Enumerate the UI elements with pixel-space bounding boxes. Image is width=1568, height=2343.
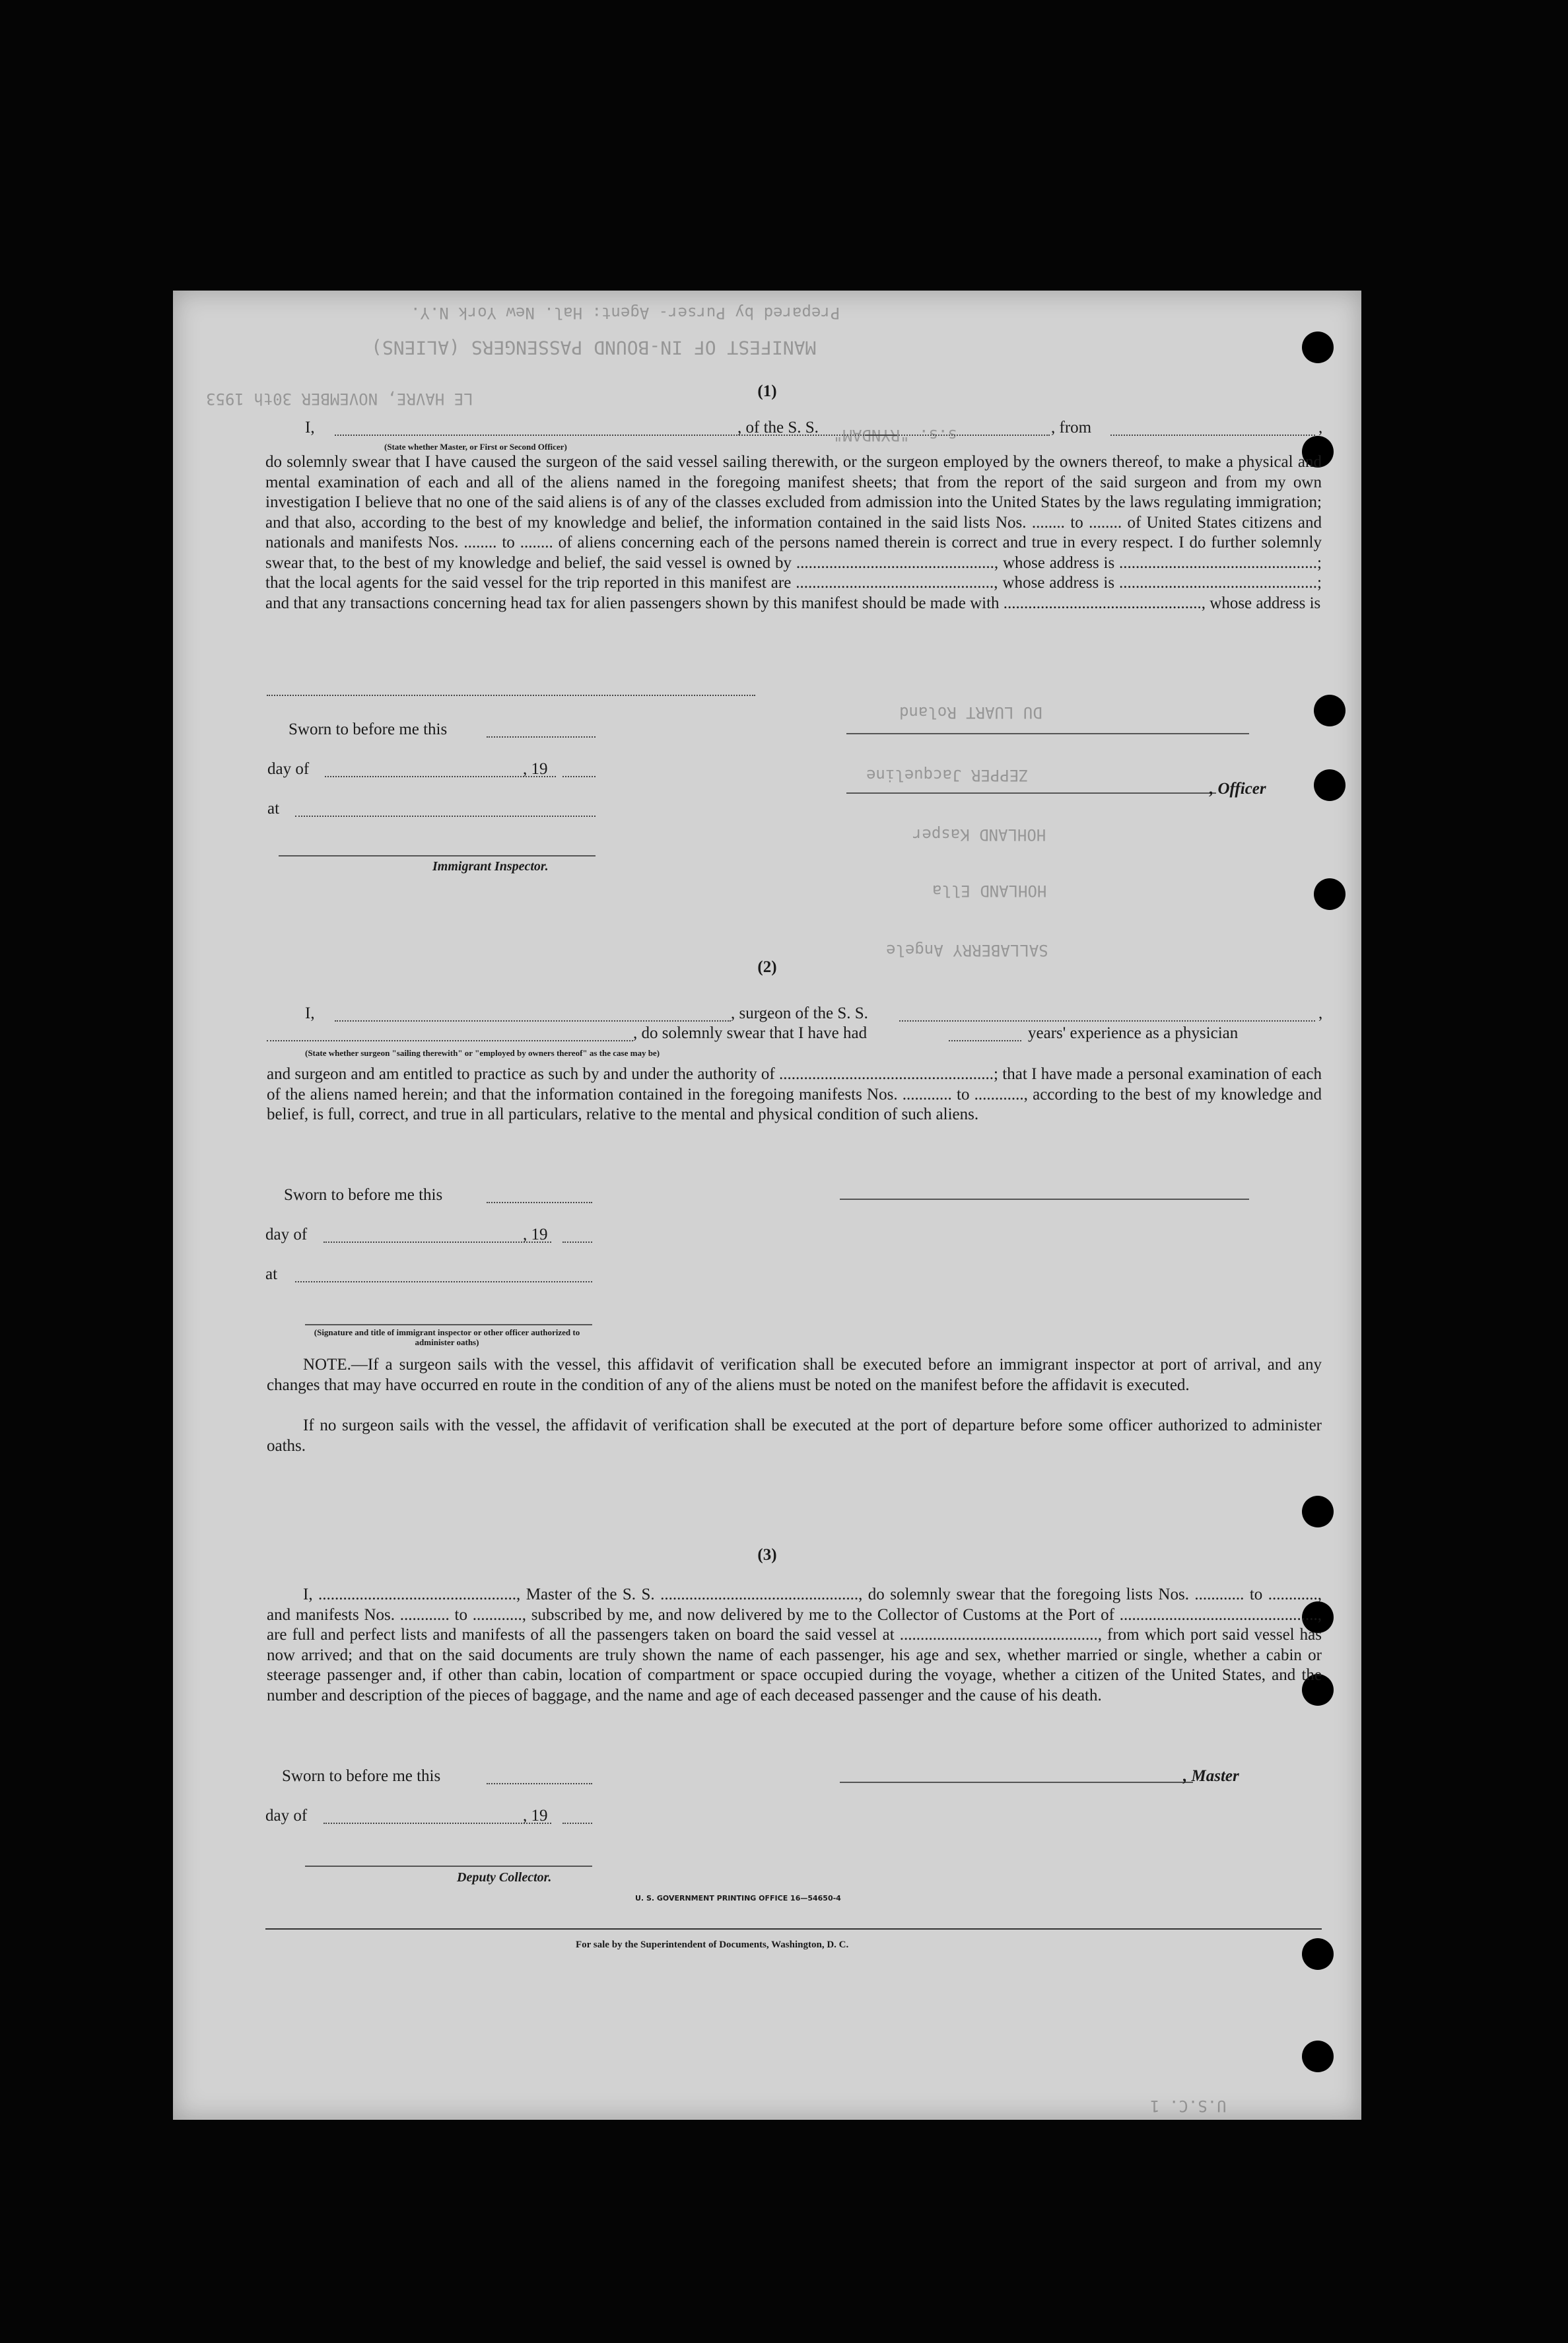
officer-signature-line (846, 733, 1249, 734)
year-field-line (562, 1823, 592, 1824)
oath-i: I, (305, 419, 315, 437)
day-of-label: day of (265, 1807, 308, 1825)
sworn-date-line (487, 736, 596, 738)
from-label: , from (1051, 419, 1092, 437)
master-label: , Master (1183, 1767, 1239, 1785)
at-field-line (295, 816, 596, 817)
section-number: (1) (757, 382, 777, 400)
bleed-through-line: HOHLAND Kasper (912, 825, 1046, 844)
year-field-line (562, 776, 596, 777)
inspector-label: Immigrant Inspector. (432, 859, 549, 874)
section1-paragraph: do solemnly swear that I have caused the surgeon of the said vessel sailing therewith, or the surgeon employed by the owners thereof, to make a physical and mental examination of each and all of the aliens named in the foregoing manifest sheets; that from the report of the said surgeon and from my own investigation I believe that no one of the said aliens is of any of the classes excluded from admission into the United States by the laws regulating immigration; and that also, according to the best of my knowledge and belief, the information contained in the said lists Nos. ........ to ........ of United States citizens and nationals and manifests Nos. ........ to ........ of aliens concerning each of the persons named therein is correct and true in every respect. I do further solemnly swear that, to the best of my knowledge and belief, the said vessel is owned by ................................................, whose address is ................................................; that the local agents for the said vessel for the trip reported in this manifest are ................................................, whose address is ................................................; and that any transactions concerning head tax for alien passengers shown by this manifest should be made with ................................................, whose address is (265, 453, 1322, 612)
officer-line (846, 792, 1216, 794)
section3-paragraph: I, ................................................, Master of the S. S. ................................................, do solemnly swear that the foregoing lists Nos. ............ to ............, and manifests Nos. ............ to ............, subscribed by me, and now delivered by me to the Collector of Customs at the Port of ................................................, are full and perfect lists and manifests of all the passengers taken on board the said vessel at ................................................, from which port said vessel has now arrived; and that on the said documents are truly shown the name of each passenger, his age and sex, whether married or single, whether a cabin or steerage passenger and, if other than cabin, location of compartment or space occupied during the voyage, whether a citizen of the United States, and the number and description of the pieces of baggage, and the name and age of each deceased passenger and the cause of his death. (267, 1586, 1322, 1704)
year-label: , 19 (523, 1226, 548, 1243)
year-field-line (562, 1241, 592, 1243)
sworn-date-line (487, 1783, 592, 1784)
year-label: , 19 (523, 760, 548, 778)
section-number: (3) (757, 1546, 777, 1564)
bleed-through-line: SALLABERRY Angele (886, 941, 1048, 960)
surgeon-type-line (267, 1040, 633, 1041)
bleed-through-line: LE HAVRE, NOVEMBER 30th 1953 (206, 390, 473, 408)
bleed-through-line: U.S.C. 1 (1150, 2097, 1227, 2115)
surgeon-name-line (335, 1020, 731, 1022)
deputy-label: Deputy Collector. (457, 1870, 552, 1885)
day-field-line (324, 1823, 551, 1824)
at-label: at (265, 1265, 278, 1283)
note-1: NOTE.—If a surgeon sails with the vessel, this affidavit of verification shall be executed before an immigrant inspector at port of arrival, and any changes that may have occurred en route in the condition of any of the aliens must be noted on the manifest before the affidavit is executed. (267, 1356, 1322, 1394)
comma: , (1318, 1004, 1323, 1022)
port-field-line (1110, 435, 1315, 436)
swear-label: , do solemnly swear that I have had (633, 1024, 868, 1042)
comma: , (1318, 419, 1323, 437)
surgeon-signature-line (840, 1199, 1249, 1200)
year-label: , 19 (523, 1807, 548, 1825)
at-label: at (267, 800, 280, 818)
oath-i: I, (305, 1004, 315, 1022)
footer-rule (265, 1928, 1322, 1930)
note-2: If no surgeon sails with the vessel, the affidavit of verification shall be executed at the port of departure before some officer authorized to administer oaths. (267, 1416, 1322, 1455)
passenger-field-line (267, 695, 755, 696)
day-field-line (325, 776, 556, 777)
binder-hole (1314, 769, 1346, 801)
deputy-signature-line (305, 1866, 592, 1867)
at-field-line (295, 1281, 592, 1282)
day-of-label: day of (267, 760, 310, 778)
master-signature-line (840, 1782, 1193, 1783)
bleed-through-line: s.s. "RYNDAM" (833, 426, 957, 444)
of-the-ss-label: , of the S. S. (737, 419, 819, 437)
section2-paragraph: and surgeon and am entitled to practice as such by and under the authority of ....................................................; that I have made a personal examination of each of the aliens named herein; and that the information contained in the foregoing manifests Nos. ............ to ............, according to the best of my knowledge and belief, is full, correct, and true in all particulars, relative to the mental and physical condition of such aliens. (267, 1065, 1322, 1123)
sale-notice: For sale by the Superintendent of Documents, Washington, D. C. (576, 1940, 849, 1950)
sworn-date-line (487, 1202, 592, 1203)
bleed-through-line: ZEPPER Jacqueline (866, 766, 1029, 785)
surgeon-label: , surgeon of the S. S. (731, 1004, 868, 1022)
years-field-line (949, 1040, 1021, 1041)
day-field-line (324, 1241, 551, 1243)
binder-hole (1314, 695, 1346, 726)
binder-hole (1302, 1496, 1334, 1527)
gpo-imprint: U. S. GOVERNMENT PRINTING OFFICE 16—54650-4 (635, 1894, 841, 1903)
bleed-through-line: Prepared by Purser- Agent: Hal. New York N.Y. (411, 304, 840, 322)
state-note: (State whether surgeon "sailing therewith" or "employed by owners thereof" as the case may be) (305, 1048, 660, 1058)
section-number: (2) (757, 958, 777, 976)
vessel-field-line (899, 1020, 1315, 1022)
binder-hole (1302, 1938, 1334, 1970)
inspector-signature-line (305, 1324, 592, 1325)
years-label: years' experience as a physician (1028, 1024, 1239, 1042)
state-note: (State whether Master, or First or Second Officer) (384, 442, 567, 452)
binder-hole (1302, 332, 1334, 363)
vessel-field-line (865, 435, 1050, 436)
bleed-through-line: MANIFEST OF IN-BOUND PASSENGERS (ALIENS) (371, 337, 817, 359)
sworn-label: Sworn to before me this (282, 1767, 441, 1785)
manifest-sheet (173, 291, 1361, 2120)
sworn-label: Sworn to before me this (289, 720, 448, 738)
signature-note: (Signature and title of immigrant inspector or other officer authorized to administer oaths) (314, 1327, 580, 1347)
binder-hole (1314, 878, 1346, 910)
bleed-through-line: HOHLAND Ella (932, 882, 1047, 900)
sworn-label: Sworn to before me this (284, 1186, 443, 1204)
binder-hole (1302, 2041, 1334, 2072)
bleed-through-line: DU LUART Roland (899, 703, 1042, 722)
officer-label: , Officer (1210, 780, 1266, 798)
day-of-label: day of (265, 1226, 308, 1243)
